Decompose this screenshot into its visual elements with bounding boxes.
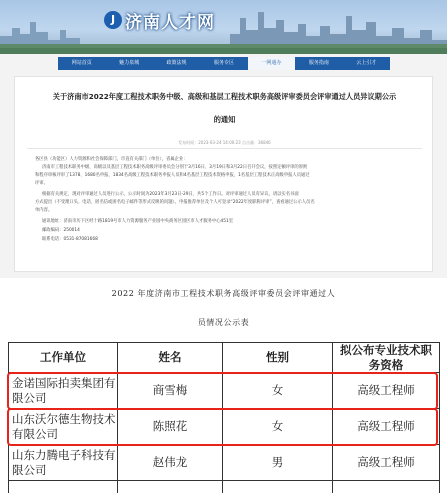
- divider: [27, 148, 422, 149]
- main-nav: [58, 57, 390, 70]
- site-logo-text: 济南人才网: [125, 12, 215, 33]
- table-cell-qualification: 高级工程师: [357, 383, 415, 397]
- article-paragraph: 根据有关规定，现对评审通过人员进行公示，公示时间为2023年3月23日-29日，共5个工作日。对评审通过人员有异议，请以实名书面: [42, 192, 299, 197]
- table-cell-name: 赵伟龙: [152, 455, 188, 469]
- column-header-unit: 工作单位: [40, 350, 86, 364]
- column-header-name: 姓名: [158, 350, 182, 364]
- nav-item-talent[interactable]: 云上引才: [356, 60, 377, 66]
- column-header-gender: 性别: [266, 350, 289, 364]
- document-title-cont: 员情况公示表: [197, 318, 250, 327]
- article-paragraph: 方式提出（不受理口头、电话、匿名信或匿名电子邮件等形式反映的问题）。申报推荐单位及个人可登录“2022年度职称评审”，查看通过公示人员名: [35, 200, 315, 205]
- table-cell-gender: 男: [271, 455, 284, 469]
- nav-item-services[interactable]: 服务专区: [213, 60, 234, 66]
- article-paragraph: 单内容。: [35, 208, 53, 213]
- table-cell-gender: 女: [271, 419, 284, 433]
- table-cell-unit: 山东沃尔德生物技术有限公司: [12, 411, 116, 441]
- highlight-box: [7, 408, 438, 446]
- column-header-qualification: 拟公布专业技术职务资格: [340, 342, 432, 372]
- article-paragraph: 评审。: [35, 181, 48, 186]
- nav-item-policy[interactable]: 政策法规: [166, 60, 187, 66]
- nav-item-one-stop[interactable]: 一网通办: [248, 57, 295, 70]
- contact-postcode: 邮政编码：250014: [42, 228, 80, 233]
- city-skyline-image: [0, 0, 447, 54]
- document-title: 2022 年度济南市工程技术职务高级评审委员会评审通过人: [111, 289, 336, 298]
- table-cell-name: 陈照花: [152, 419, 188, 433]
- site-banner: [0, 0, 447, 54]
- highlight-box: [7, 372, 438, 410]
- table-cell-qualification: 高级工程师: [357, 419, 415, 433]
- article-title-cont: 的通知: [213, 115, 236, 124]
- nav-item-guide[interactable]: 服务指南: [308, 60, 329, 66]
- nav-item-home[interactable]: 网站首页: [71, 60, 92, 66]
- contact-address: 通讯地址：济南市历下区经十路1819号市人力资源服务产业园中央商务区园区市人才服务中心451室: [42, 219, 234, 224]
- article-title: 关于济南市2022年度工程技术职务中级、高级和基层工程技术职务高级评审委员会评审通过人员异议期公示: [52, 92, 397, 101]
- nav-item-city[interactable]: 魅力泉城: [119, 60, 140, 66]
- table-cell-qualification: 高级工程师: [357, 455, 415, 469]
- article-paragraph: 各区县（功能区）人力资源和社会保障部门，市直有关部门（单位），省属企业：: [35, 157, 188, 162]
- table-cell-gender: 女: [271, 383, 284, 397]
- site-logo-icon: J: [104, 11, 122, 29]
- result-table: [8, 342, 440, 493]
- article-paragraph: 济南市工程技术职务中级、高级以及基层工程技术职务高级评审委员会分别于3月16日、3月19日和3月22日召开会议，按照定额评审的原则: [42, 165, 308, 170]
- article-panel: [14, 76, 433, 272]
- contact-phone: 联系电话：0531-87081668: [42, 237, 98, 242]
- article-paragraph: 和程序审核评审了1378、1680名申报、1834名高级工程技术职务申报人员和4名基层工程技术资格申报，1名基层工程技术正高级申报人员通过: [35, 173, 310, 178]
- table-cell-name: 商雪梅: [152, 383, 188, 397]
- site-logo[interactable]: [104, 7, 215, 33]
- article-meta: 发布时间：2023-03-24 14:00:23 点击量：36846: [178, 140, 271, 145]
- table-cell-unit: 金诺国际拍卖集团有限公司: [12, 375, 116, 405]
- table-cell-unit: 山东力腾电子科技有限公司: [12, 447, 116, 477]
